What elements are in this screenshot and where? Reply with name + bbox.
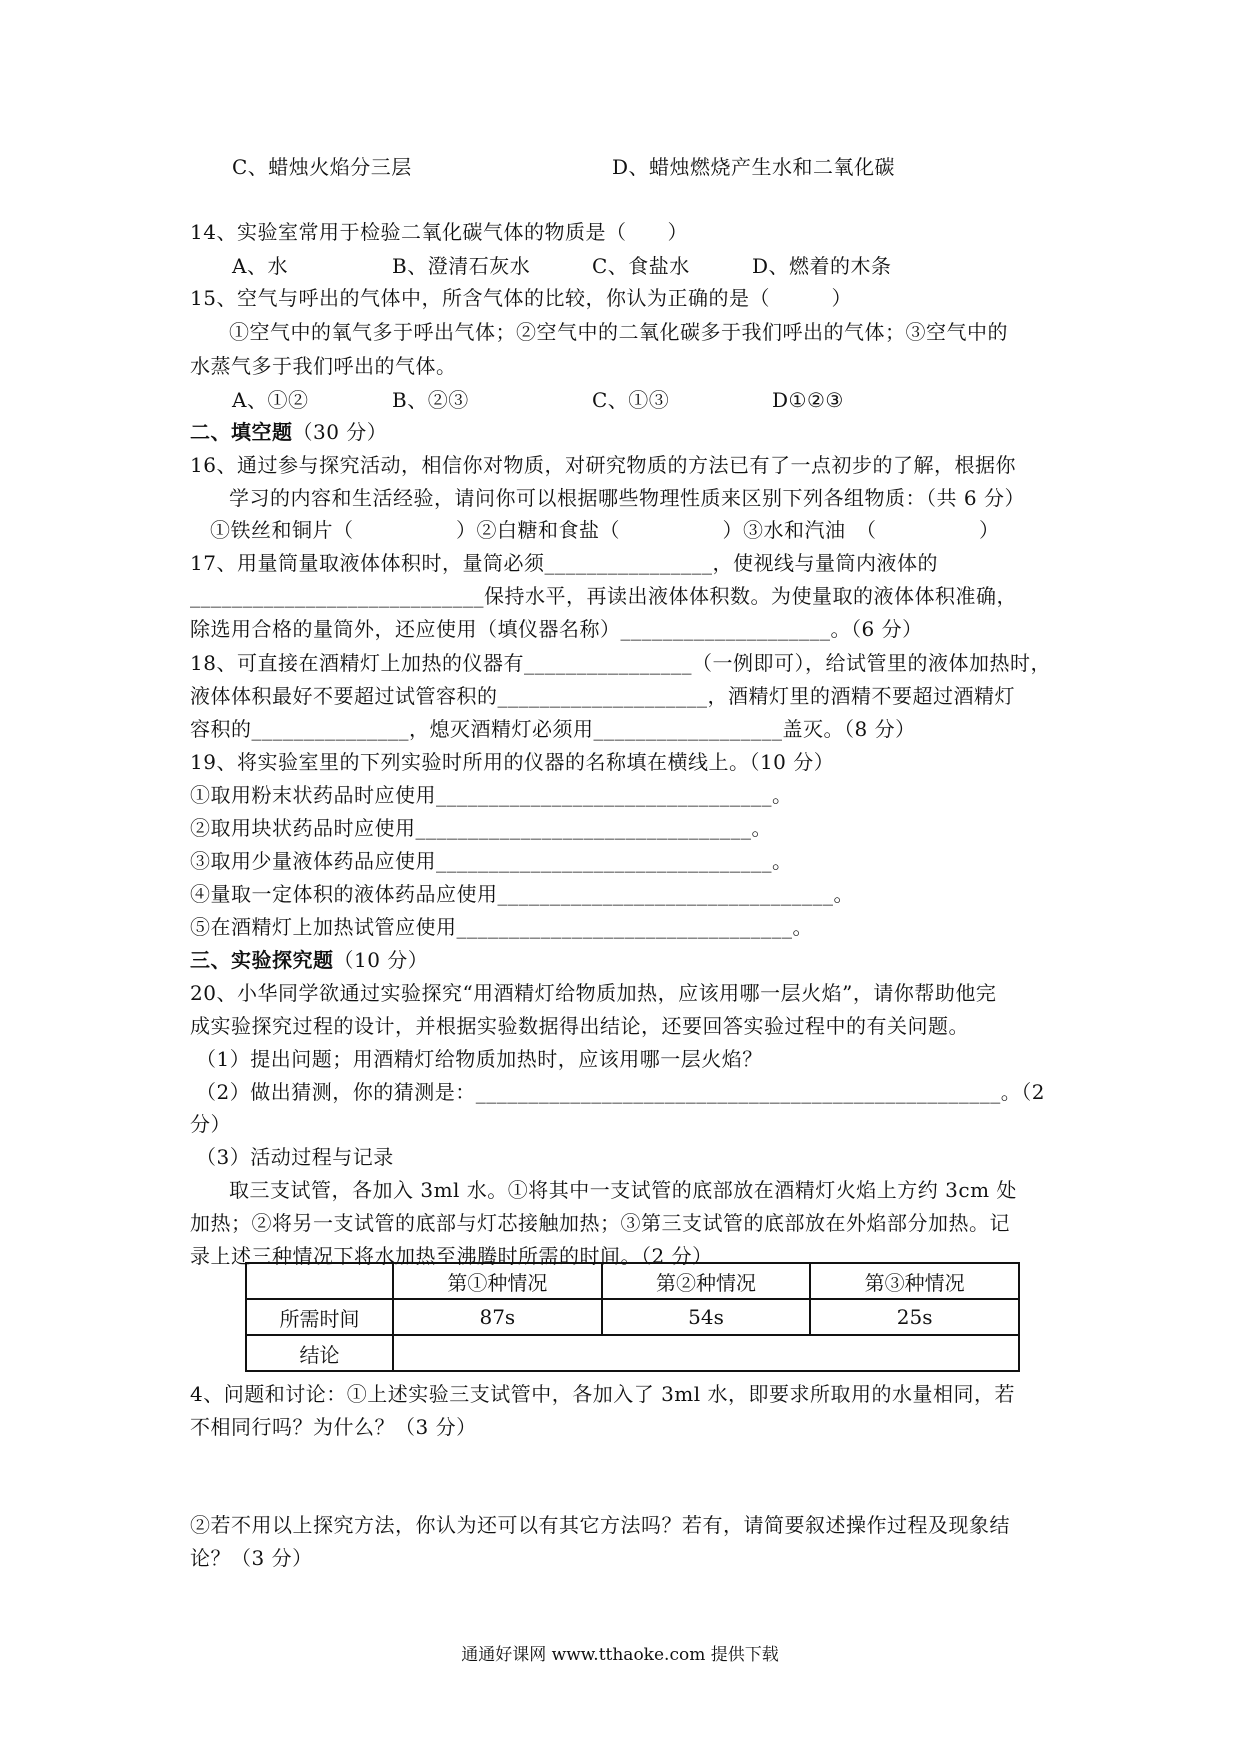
q18-line-2: 液体体积最好不要超过试管容积的____________________，酒精灯里的酒精不要超过酒精灯 <box>190 684 1015 708</box>
q19-item-2: ②取用块状药品时应使用________________________________。 <box>190 816 772 840</box>
table-header-cell: 第③种情况 <box>810 1263 1019 1299</box>
q16-line-1: 16、通过参与探究活动，相信你对物质，对研究物质的方法已有了一点初步的了解，根据你 <box>190 453 1016 477</box>
q14-stem: 14、实验室常用于检验二氧化碳气体的物质是（ ） <box>190 220 688 244</box>
q4-line-3: ②若不用以上探究方法，你认为还可以有其它方法吗？若有，请简要叙述操作过程及现象结 <box>190 1513 1010 1537</box>
table-header-row <box>246 1263 1019 1299</box>
q16-line-2: 学习的内容和生活经验，请问你可以根据哪些物理性质来区别下列各组物质：（共 6 分） <box>229 486 1025 510</box>
section-2-title: 二、填空题 <box>190 420 293 444</box>
q19-item-1: ①取用粉末状药品时应使用________________________________。 <box>190 783 793 807</box>
section-3-title: 三、实验探究题 <box>190 948 334 972</box>
table-cell: 87s <box>393 1299 602 1335</box>
q17-line-1: 17、用量筒量取液体体积时，量筒必须________________，使视线与量筒内液体的 <box>190 551 938 575</box>
section-3-heading <box>190 944 428 976</box>
q17-line-3: 除选用合格的量筒外，还应使用（填仪器名称）____________________。（6 分） <box>190 617 923 641</box>
q20-line-2: 成实验探究过程的设计，并根据实验数据得出结论，还要回答实验过程中的有关问题。 <box>190 1014 969 1038</box>
q19-item-4: ④量取一定体积的液体药品应使用________________________________。 <box>190 882 854 906</box>
table-row-label: 结论 <box>246 1335 393 1371</box>
table-cell: 54s <box>602 1299 811 1335</box>
section-2-score: （30 分） <box>292 420 388 444</box>
q19-item-5: ⑤在酒精灯上加热试管应使用________________________________。 <box>190 915 813 939</box>
q14-option-c: C、食盐水 <box>592 254 690 278</box>
table-row-label: 所需时间 <box>246 1299 393 1335</box>
q14-option-a: A、水 <box>232 254 288 278</box>
q19-item-3: ③取用少量液体药品应使用________________________________。 <box>190 849 793 873</box>
q15-body-2: 水蒸气多于我们呼出的气体。 <box>190 354 457 378</box>
q16-line-3: ①铁丝和铜片（ ）②白糖和食盐（ ）③水和汽油 （ ） <box>210 518 1000 542</box>
section-2-heading <box>190 416 387 448</box>
table-cell-conclusion <box>393 1335 1019 1371</box>
q14-option-d: D、燃着的木条 <box>752 254 892 278</box>
q15-body-1: ①空气中的氧气多于呼出气体；②空气中的二氧化碳多于我们呼出的气体；③空气中的 <box>229 320 1008 344</box>
q15-option-c: C、①③ <box>592 388 670 412</box>
q20-procedure-1: 取三支试管，各加入 3ml 水。①将其中一支试管的底部放在酒精灯火焰上方约 3cm 处 <box>229 1178 1017 1202</box>
q15-option-b: B、②③ <box>392 388 469 412</box>
q20-line-1: 20、小华同学欲通过实验探究“用酒精灯给物质加热，应该用哪一层火焰”，请你帮助他完 <box>190 981 997 1005</box>
q4-line-1: 4、问题和讨论：①上述实验三支试管中，各加入了 3ml 水，即要求所取用的水量相同，若 <box>190 1382 1016 1406</box>
results-table <box>245 1262 1020 1372</box>
q4-line-2: 不相同行吗？为什么？（3 分） <box>190 1415 477 1439</box>
q18-line-1: 18、可直接在酒精灯上加热的仪器有________________（一例即可），给试管里的液体加热时， <box>190 651 1051 675</box>
q20-procedure-3: 录上述三种情况下将水加热至沸腾时所需的时间。（2 分） <box>190 1244 713 1268</box>
table-header-cell <box>246 1263 393 1299</box>
q20-step-2: （2）做出猜测，你的猜测是：__________________________________________________。（2 <box>196 1080 1045 1104</box>
q17-line-2: ____________________________保持水平，再读出液体体积数。为使量取的液体体积准确， <box>190 584 1017 608</box>
table-header-cell: 第②种情况 <box>602 1263 811 1299</box>
q20-step-3: （3）活动过程与记录 <box>196 1145 394 1169</box>
q20-step-1: （1）提出问题；用酒精灯给物质加热时，应该用哪一层火焰？ <box>196 1047 763 1071</box>
q15-option-d: D①②③ <box>772 388 844 412</box>
q15-option-a: A、①② <box>232 388 309 412</box>
q13-option-c: C、蜡烛火焰分三层 <box>232 155 412 179</box>
table-row <box>246 1335 1019 1371</box>
table-cell: 25s <box>810 1299 1019 1335</box>
q15-stem: 15、空气与呼出的气体中，所含气体的比较，你认为正确的是（ ） <box>190 286 852 310</box>
q14-option-b: B、澄清石灰水 <box>392 254 531 278</box>
q20-step-2-score: 分） <box>190 1112 231 1136</box>
section-3-score: （10 分） <box>333 948 429 972</box>
q19-stem: 19、将实验室里的下列实验时所用的仪器的名称填在横线上。（10 分） <box>190 750 835 774</box>
table-row <box>246 1299 1019 1335</box>
page-footer: 通通好课网 www.tthaoke.com 提供下载 <box>461 1645 779 1665</box>
q18-line-3: 容积的_______________，熄灭酒精灯必须用__________________盖灭。（8 分） <box>190 717 916 741</box>
q4-line-4: 论？（3 分） <box>190 1546 313 1570</box>
q13-option-d: D、蜡烛燃烧产生水和二氧化碳 <box>612 155 896 179</box>
q20-procedure-2: 加热；②将另一支试管的底部与灯芯接触加热；③第三支试管的底部放在外焰部分加热。记 <box>190 1211 1010 1235</box>
table-header-cell: 第①种情况 <box>393 1263 602 1299</box>
